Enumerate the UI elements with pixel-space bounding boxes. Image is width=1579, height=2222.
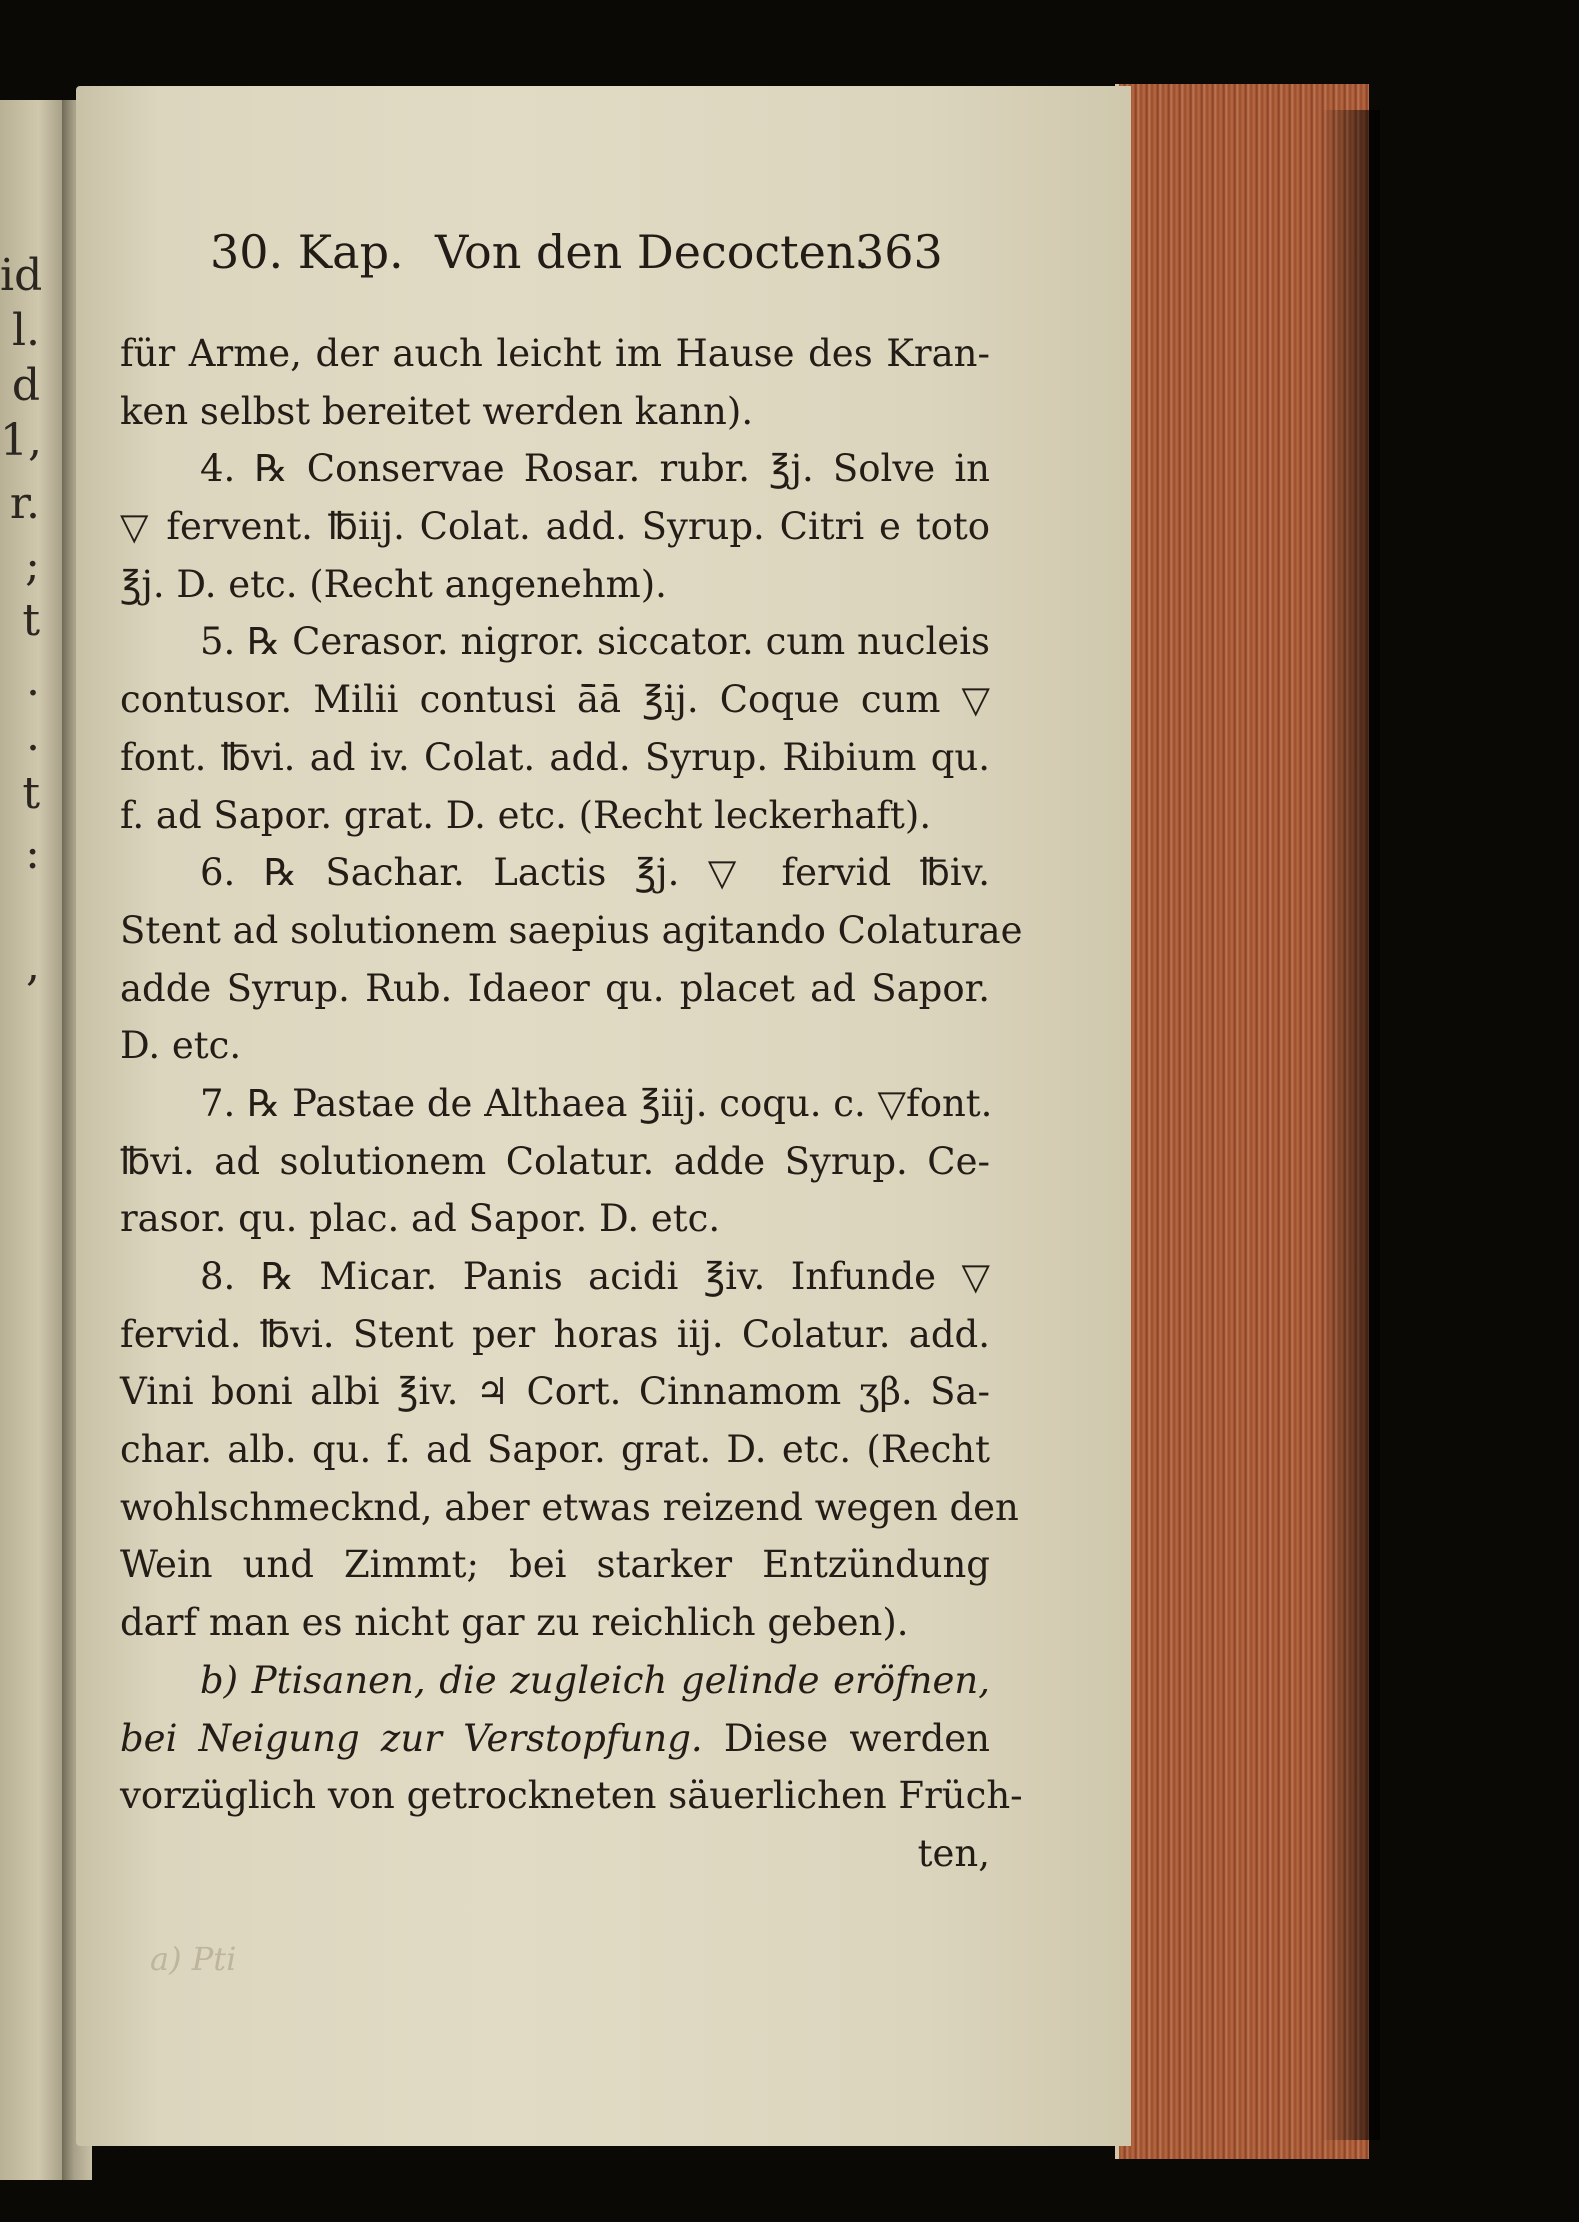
italic-phrase: bei Neigung zur Verstopfung. bbox=[120, 1716, 703, 1760]
text-line: ℔vi. ad solutionem Colatur. adde Syrup. Ce- bbox=[120, 1139, 990, 1183]
text-line: 6. ℞ Sachar. Lactis ℥j. ▽ fervid ℔iv. bbox=[200, 851, 990, 895]
text-line: Wein und Zimmt; bei starker Entzündung bbox=[120, 1543, 990, 1587]
left-fragment: d bbox=[11, 360, 40, 411]
text-line: f. ad Sapor. grat. D. etc. (Recht leckerhaft). bbox=[120, 793, 932, 837]
text-line: Stent ad solutionem saepius agitando Colaturae bbox=[120, 908, 1023, 952]
left-fragment: . bbox=[26, 655, 40, 706]
left-fragment: t bbox=[22, 595, 40, 646]
show-through-text: a) Pti bbox=[150, 1940, 237, 1978]
left-fragment: . bbox=[26, 710, 40, 761]
text-line: 8. ℞ Micar. Panis acidi ℥iv. Infunde ▽ bbox=[200, 1255, 990, 1298]
text-line: font. ℔vi. ad iv. Colat. add. Syrup. Ribium qu. bbox=[120, 735, 990, 779]
text-line: char. alb. qu. f. ad Sapor. grat. D. etc. (Recht bbox=[120, 1428, 990, 1472]
text-line: ken selbst bereitet werden kann). bbox=[120, 389, 754, 433]
left-fragment: l. bbox=[11, 305, 40, 356]
edge-shadow bbox=[1320, 110, 1380, 2140]
text-line: fervid. ℔vi. Stent per horas iij. Colatur. add. bbox=[120, 1312, 990, 1356]
left-fragment: : bbox=[25, 828, 40, 879]
page-number: 363 bbox=[855, 225, 943, 279]
left-fragment: t bbox=[22, 768, 40, 819]
page-title: Von den Decocten. bbox=[435, 225, 871, 279]
left-fragment: r. bbox=[9, 478, 40, 529]
text-line: Vini boni albi ℥iv. ♃ Cort. Cinnamom ʒβ. Sa- bbox=[120, 1370, 990, 1414]
chapter-label: 30. Kap. bbox=[210, 225, 404, 279]
left-fragment: , bbox=[26, 940, 40, 991]
text-line-mixed bbox=[120, 1710, 990, 1768]
text-line: D. etc. bbox=[120, 1024, 242, 1068]
section-heading-line: b) Ptisanen, die zugleich gelinde eröfnen, bbox=[200, 1658, 990, 1702]
text-line: darf man es nicht gar zu reichlich geben). bbox=[120, 1601, 909, 1645]
text-line: 7. ℞ Pastae de Althaea ℥iij. coqu. c. ▽font. bbox=[200, 1081, 993, 1125]
left-page-edge bbox=[0, 100, 70, 2180]
left-fragment: ; bbox=[25, 540, 40, 591]
catchword: ten, bbox=[917, 1831, 990, 1875]
text-line: ℥j. D. etc. (Recht angenehm). bbox=[120, 562, 667, 606]
text-line: adde Syrup. Rub. Idaeor qu. placet ad Sapor. bbox=[120, 966, 990, 1010]
roman-phrase: Diese werden bbox=[723, 1716, 990, 1760]
text-line: 5. ℞ Cerasor. nigror. siccator. cum nucleis bbox=[200, 620, 990, 664]
running-header bbox=[210, 225, 960, 295]
text-line: wohlschmecknd, aber etwas reizend wegen den bbox=[120, 1485, 1019, 1529]
text-line: ▽ fervent. ℔iij. Colat. add. Syrup. Citri e toto bbox=[120, 505, 990, 549]
text-line: 4. ℞ Conservae Rosar. rubr. ℥j. Solve in bbox=[200, 447, 990, 491]
text-line: für Arme, der auch leicht im Hause des Kran- bbox=[120, 332, 990, 375]
text-line: rasor. qu. plac. ad Sapor. D. etc. bbox=[120, 1197, 721, 1241]
text-line: vorzüglich von getrockneten säuerlichen Früch- bbox=[120, 1774, 1023, 1818]
left-fragment: 1, bbox=[0, 415, 42, 466]
page-body bbox=[120, 325, 1023, 1883]
text-line: contusor. Milii contusi ā̄ā ℥ij. Coque cum ▽ bbox=[120, 678, 990, 722]
left-fragment: id bbox=[0, 250, 43, 301]
